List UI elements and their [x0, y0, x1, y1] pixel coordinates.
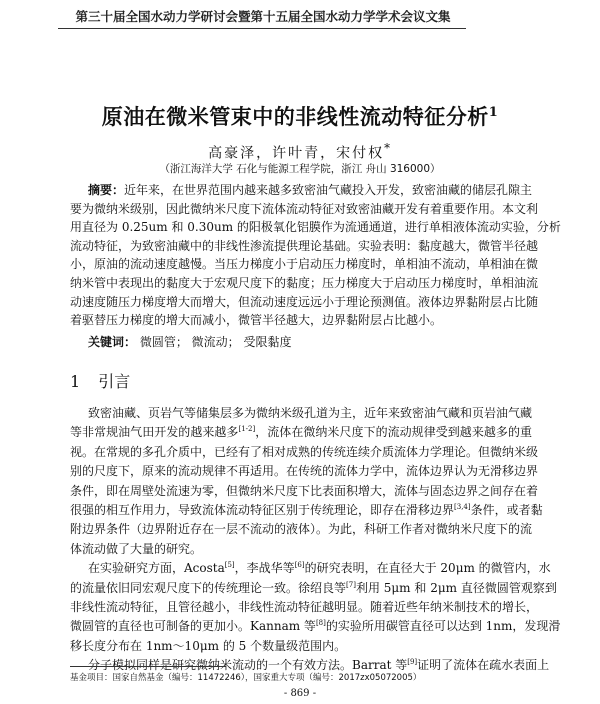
body-text-segment: 在实验研究方面，Acosta — [88, 561, 225, 576]
abstract-text: 动速度随压力梯度增大而增大，但流动速度远远小于理论预测值。液体边界黏附层占比随 — [70, 294, 539, 309]
abstract-line — [70, 274, 539, 291]
body-text-segment: 分子模拟同样是研究微纳米流动的一个有效方法。Barrat 等 — [88, 658, 408, 673]
affiliation: （浙江海洋大学 石化与能源工程学院，浙江 舟山 316000） — [159, 163, 441, 175]
running-header: 第三十届全国水动力学研讨会暨第十五届全国水动力学学术会议文集 — [75, 9, 451, 24]
body-text-segment: 很强的相互作用力，导致流体流动特征区别于传统理论，即存在滑移边界 — [70, 503, 455, 517]
citation: [5] — [224, 561, 235, 570]
body-text-segment: 条件，或者黏 — [470, 503, 543, 517]
keywords — [88, 333, 532, 350]
body-text-segment: 非线性流动特征，且管径越小，非线性流动特征越明显。随着近些年纳米制技术的增长， — [70, 600, 539, 614]
body-text-segment: 利用 5μm 和 2μm 直径微圆管观察到 — [355, 580, 557, 595]
body-line — [70, 443, 539, 460]
abstract-text: 流动特征，为致密油藏中的非线性渗流提供理论基础。实验表明：黏度越大，微管半径越 — [70, 238, 539, 253]
body-text-segment: 移长度分布在 1nm～10μm 的 5 个数量级范围内。 — [70, 638, 347, 653]
body-text-segment: 别的尺度下，原来的流动规律不再适用。在传统的流体力学中，流体边界认为无滑移边界 — [70, 464, 539, 479]
author-names: 高豪泽，许叶青，宋付权 — [208, 145, 385, 162]
abstract-line — [70, 293, 539, 310]
abstract-line — [70, 311, 532, 328]
abstract-line — [70, 255, 539, 272]
body-line — [70, 462, 539, 479]
body-text-segment: 等非常规油气田开发的越来越多 — [70, 425, 239, 440]
body-line — [70, 540, 532, 557]
abstract-line — [70, 237, 539, 254]
section-heading — [70, 369, 148, 392]
page-number: - 869 - — [283, 688, 317, 699]
body-text-segment: 视。在常规的多孔介质中，已经有了相对成熟的传统连续介质流体力学理论。但微纳米级 — [70, 444, 539, 459]
body-line — [70, 617, 561, 634]
body-line — [70, 501, 543, 518]
body-line — [88, 559, 551, 576]
body-text-segment: 的实验所用碳管直径可以达到 1nm，发现滑 — [325, 619, 561, 634]
body-text-segment: 微圆管的直径也可制备的更加小。Kannam 等 — [70, 619, 316, 634]
authors — [0, 141, 600, 163]
body-line — [70, 520, 532, 537]
body-text-segment: ，流体在微纳米尺度下的流动规律受到越来越多的重 — [255, 425, 532, 440]
citation: [9] — [407, 658, 418, 667]
abstract-text: 近年来，在世界范围内越来越多致密油气藏投入开发，致密油藏的储层孔隙主 — [124, 183, 533, 197]
header-rule — [58, 28, 466, 29]
body-line — [70, 423, 532, 440]
body-line — [70, 598, 539, 615]
section-number: 1 — [70, 372, 81, 391]
body-line — [70, 482, 539, 499]
citation: [7] — [346, 580, 356, 589]
citation: [6] — [294, 561, 305, 570]
keywords-value: 微圆管； 微流动； 受限黏度 — [139, 335, 292, 349]
body-text-segment: 致密油藏、页岩气等储集层多为微纳米级孔道为主，近年来致密油气藏和页岩油气藏 — [88, 406, 533, 420]
abstract-line — [70, 200, 539, 217]
abstract-line — [70, 218, 561, 235]
citation: [3,4] — [454, 503, 471, 511]
body-text-segment: 的流量依旧同宏观尺度下的传统理论一致。徐绍良等 — [70, 580, 347, 595]
body-line — [70, 637, 532, 654]
corresponding-mark: * — [384, 141, 392, 155]
body-text-segment: 条件，即在周壁处流速为零，但微纳米尺度下比表面积增大，流体与固态边界之间存在着 — [70, 483, 539, 498]
abstract-label: 摘要： — [88, 183, 125, 197]
citation: [1-2] — [238, 425, 256, 434]
footnote-rule — [70, 666, 226, 667]
body-line — [70, 579, 557, 596]
body-text-segment: 证明了流体在疏水表面上 — [417, 658, 550, 673]
title-text: 原油在微米管束中的非线性流动特征分析 — [101, 105, 489, 129]
abstract-text: 用直径为 0.25um 和 0.30um 的阳极氧化铝膜作为流通通道，进行单相液体流动实验，分析 — [70, 220, 561, 235]
abstract-line — [88, 181, 532, 198]
keywords-label: 关键词： — [88, 335, 137, 349]
abstract-text: 着驱替压力梯度的增大而减小，微管半径越大，边界黏附层占比越小。 — [70, 313, 443, 328]
citation: [8] — [315, 619, 326, 628]
footnote: 基金项目：国家自然基金（编号：11472246），国家重大专项（编号：2017zx05072005） — [70, 673, 422, 683]
abstract-text: 要为微纳米级别，因此微纳米尺度下流体流动特征对致密油藏开发有着重要作用。本文利 — [70, 201, 539, 216]
body-text-segment: 体流动做了大量的研究。 — [70, 541, 203, 556]
body-text-segment: 的研究表明，在直径大于 20μm 的微管内，水 — [304, 561, 551, 576]
paper-title — [0, 101, 600, 131]
abstract-text: 纳米管中表现出的黏度大于宏观尺度下的黏度；压力梯度大于启动压力梯度时，单相油流 — [70, 276, 539, 290]
section-title: 引言 — [98, 372, 131, 391]
body-text-segment: ，李战华等 — [234, 561, 295, 576]
body-text-segment: 附边界条件（边界附近存在一层不流动的液体）。为此，科研工作者对微纳米尺度下的流 — [70, 522, 533, 537]
body-line — [88, 404, 532, 421]
title-footnote-mark: 1 — [488, 105, 499, 120]
abstract-text: 小，原油的流动速度越慢。当压力梯度小于启动压力梯度时，单相油不流动，单相油在微 — [70, 257, 539, 272]
